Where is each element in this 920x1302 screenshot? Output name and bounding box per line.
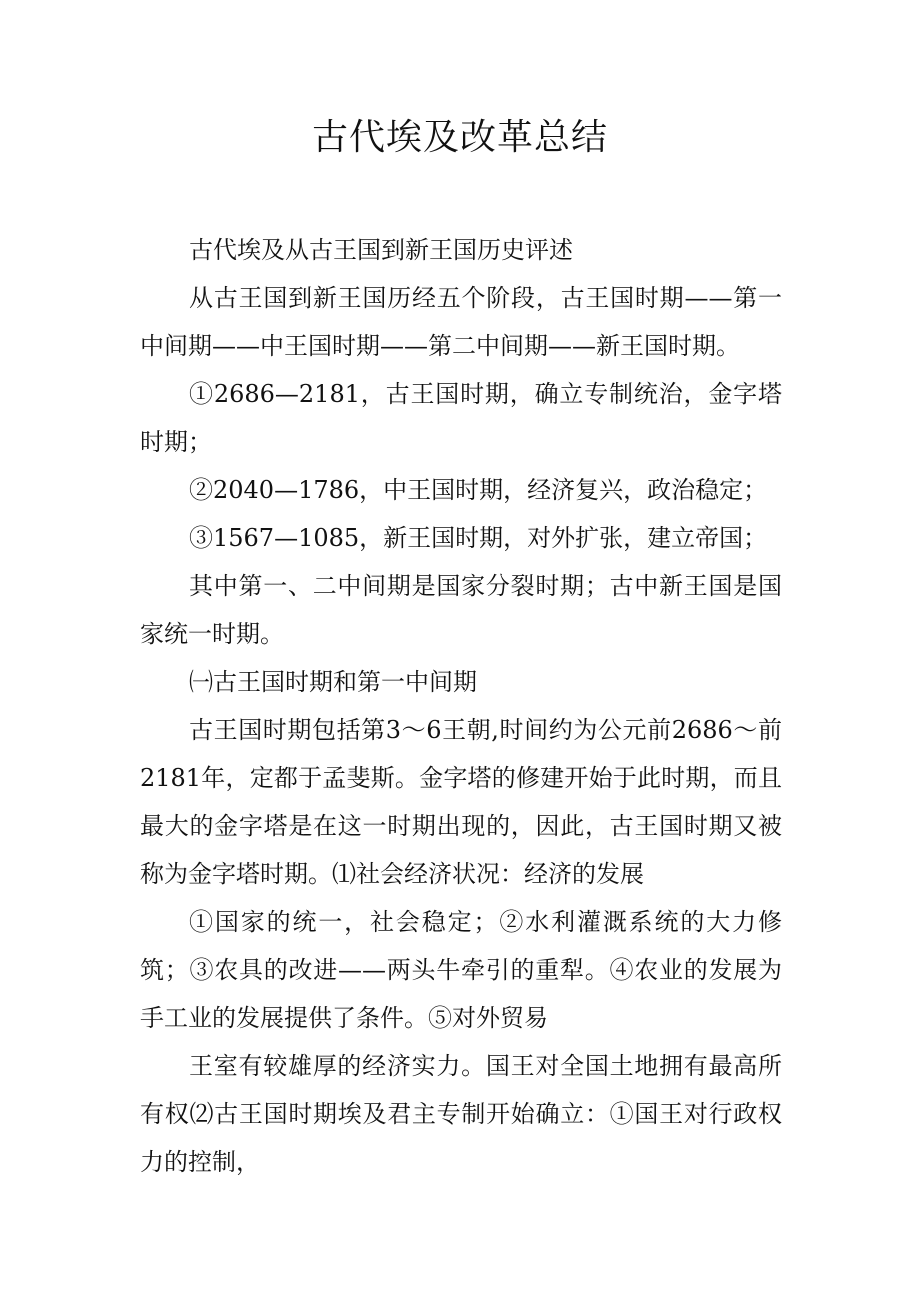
- document-title: 古代埃及改革总结: [311, 117, 608, 158]
- paragraph-new-kingdom-dates: ③1567—1085，新王国时期，对外扩张，建立帝国；: [189, 524, 768, 552]
- paragraph-old-kingdom-dates: ①2686—2181，古王国时期，确立专制统治，金字塔时期；: [140, 380, 782, 456]
- paragraph-five-stages: 从古王国到新王国历经五个阶段，古王国时期——第一中间期——中王国时期——第二中间期——新王国时期。: [140, 284, 782, 360]
- section-heading-old-kingdom: ㈠古王国时期和第一中间期: [189, 668, 477, 696]
- document-body: [140, 226, 782, 1186]
- paragraph-subtitle: 古代埃及从古王国到新王国历史评述: [189, 236, 573, 264]
- paragraph-middle-kingdom-dates: ②2040—1786，中王国时期，经济复兴，政治稳定；: [189, 476, 768, 504]
- paragraph-old-kingdom-overview: 古王国时期包括第3～6王朝,时间约为公元前2686～前2181年，定都于孟斐斯。金字塔的修建开始于此时期，而且最大的金字塔是在这一时期出现的，因此，古王国时期又被称为金字塔时期。⑴社会经济状况：经济的发展: [140, 716, 782, 888]
- paragraph-intermediate-periods: 其中第一、二中间期是国家分裂时期；古中新王国是国家统一时期。: [140, 572, 782, 648]
- paragraph-economic-development: ①国家的统一，社会稳定；②水利灌溉系统的大力修筑；③农具的改进——两头牛牵引的重犁。④农业的发展为手工业的发展提供了条件。⑤对外贸易: [140, 908, 782, 1032]
- paragraph-royal-power: 王室有较雄厚的经济实力。国王对全国土地拥有最高所有权⑵古王国时期埃及君主专制开始确立：①国王对行政权力的控制，: [140, 1052, 782, 1176]
